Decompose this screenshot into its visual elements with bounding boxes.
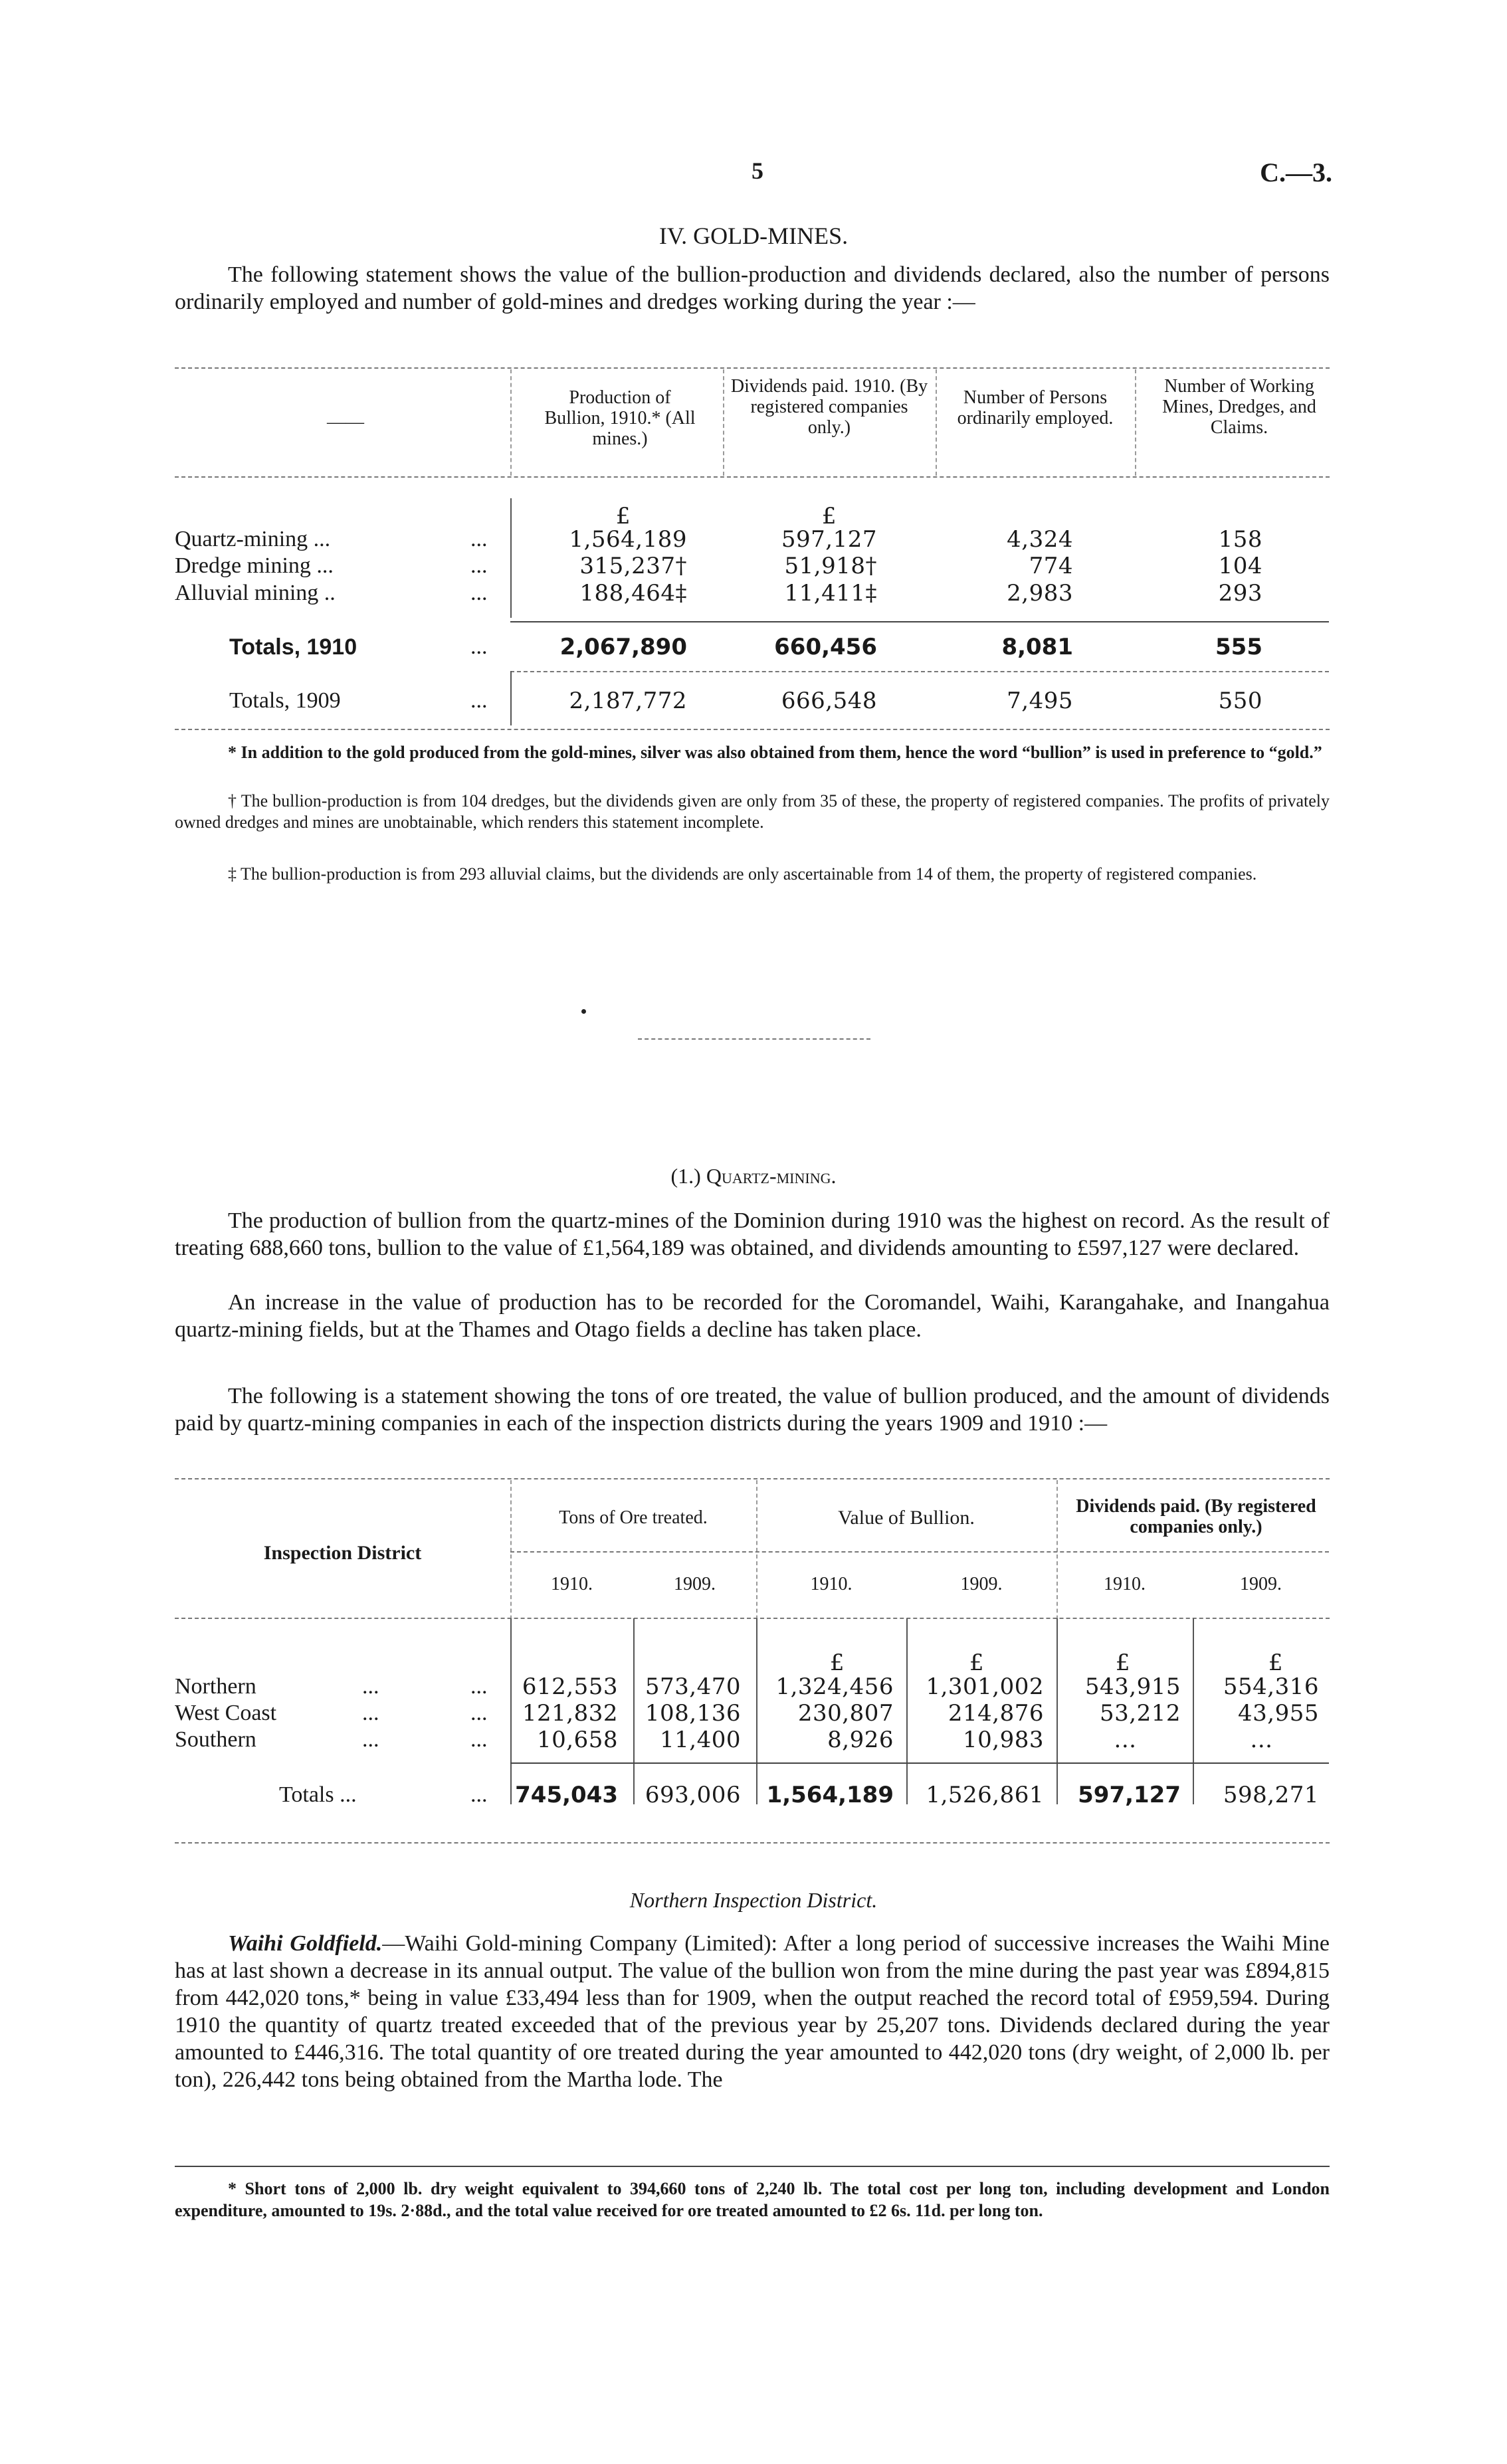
intro-paragraph: The following statement shows the value of the bullion-production and dividends declared, also the number of persons ordinarily employed and number of gold-mines and dredges working during the year :— xyxy=(175,262,1330,314)
table2-value-1910: 8,926 xyxy=(827,1727,894,1753)
table1-persons-value: 8,081 xyxy=(1001,634,1073,660)
footnote-dagger: † The bullion-production is from 104 dredges, but the dividends given are only from 35 of these, the property of registered companies. The profits of privately owned dredges and mines are unobtainable, which renders this statement incomplete. xyxy=(175,791,1330,832)
table1-working-value: 550 xyxy=(1218,688,1262,714)
quartz-paragraph-3: The following is a statement showing the tons of ore treated, the value of bullion produced, and the amount of dividends paid by quartz-mining companies in each of the inspection districts during the years 1909 and 1910 :— xyxy=(175,1384,1330,1436)
section-title: IV. GOLD-MINES. xyxy=(658,223,849,249)
table1-dividends-value: 660,456 xyxy=(774,634,877,660)
table1-working-value: 104 xyxy=(1218,553,1262,579)
table2-year-value-1910: 1910. xyxy=(810,1574,853,1594)
table1-totals-label: Totals, 1910 xyxy=(229,634,357,660)
table1-row-dots: ... xyxy=(470,634,488,659)
table2-value-1909: 1,526,861 xyxy=(926,1782,1044,1808)
table2-row-label: West Coast xyxy=(175,1701,277,1725)
table2-row-dots: ... xyxy=(470,1701,488,1725)
table2-div-1909: 554,316 xyxy=(1223,1673,1319,1700)
table2-value-1910: 230,807 xyxy=(797,1700,894,1727)
table1-header-persons: Number of Persons ordinarily employed. xyxy=(957,387,1114,428)
table2-row-label: Northern xyxy=(175,1674,256,1699)
table1-dividends-value: 11,411‡ xyxy=(784,580,877,607)
table1-row-dots: ... xyxy=(470,688,488,713)
waihi-paragraph xyxy=(175,1930,1330,2093)
table2-div-1909: 598,271 xyxy=(1223,1782,1319,1808)
quartz-paragraph-2: An increase in the value of production has to be recorded for the Coromandel, Waihi, Karangahake, and Inangahua quartz-mining fields, but at the Thames and Otago fields a decline has taken place. xyxy=(175,1290,1330,1342)
quartz-paragraph-1: The production of bullion from the quartz-mines of the Dominion during 1910 was the highest on record. As the result of treating 688,660 tons, bullion to the value of £1,564,189 was obtained, and dividends amounting to £597,127 were declared. xyxy=(175,1208,1330,1260)
table2-tons-1910: 10,658 xyxy=(537,1727,618,1753)
table2-div-1910: ... xyxy=(1114,1727,1137,1753)
waihi-lead: Waihi Goldfield. xyxy=(228,1931,383,1956)
table2-tons-1910: 745,043 xyxy=(515,1782,618,1808)
table1-persons-value: 774 xyxy=(1029,553,1073,579)
table1-working-value: 293 xyxy=(1218,580,1262,607)
table2-tons-1909: 11,400 xyxy=(660,1727,741,1753)
northern-title: Northern Inspection District. xyxy=(629,1888,878,1912)
table2-header-district: Inspection District xyxy=(263,1542,422,1564)
table1-totals-label: Totals, 1909 xyxy=(229,688,341,713)
table2-row-dots: ... xyxy=(470,1674,488,1699)
table2-header-tons: Tons of Ore treated. xyxy=(559,1507,708,1528)
table1-header-dividends: Dividends paid. 1910. (By registered companies only.) xyxy=(730,376,928,438)
footnote-star: * In addition to the gold produced from the gold-mines, silver was also obtained from them, hence the word “bullion” is used in preference to “gold.” xyxy=(228,743,1322,762)
table2-header-dividends: Dividends paid. (By registered companies only.) xyxy=(1076,1496,1316,1537)
table1-row-label: Dredge mining ... xyxy=(175,553,334,578)
table1-working-value: 158 xyxy=(1218,526,1262,553)
table1-header-working: Number of Working Mines, Dredges, and Claims. xyxy=(1162,376,1316,438)
table2-value-1910: 1,564,189 xyxy=(766,1782,894,1808)
table2-value-1909: 1,301,002 xyxy=(926,1673,1044,1700)
table2-year-tons-1909: 1909. xyxy=(674,1574,716,1594)
table2-row-dots: ... xyxy=(470,1782,488,1807)
table1-row-label: Alluvial mining .. xyxy=(175,581,336,605)
table2-header-value: Value of Bullion. xyxy=(838,1507,975,1529)
table1-row-dots: ... xyxy=(470,553,488,578)
table1-persons-value: 7,495 xyxy=(1007,688,1073,714)
table2-row-dots: ... xyxy=(470,1727,488,1752)
page-number: 5 xyxy=(752,157,763,184)
section-divider xyxy=(638,1038,870,1040)
table2-value-1909: 10,983 xyxy=(963,1727,1044,1753)
table2-year-tons-1910: 1910. xyxy=(551,1574,593,1594)
table2-row-label: Southern xyxy=(175,1727,256,1752)
table1-persons-value: 2,983 xyxy=(1007,580,1073,607)
table1-working-value: 555 xyxy=(1215,634,1262,660)
quartz-title: (1.) Quartz-mining. xyxy=(670,1164,837,1188)
table2-div-1910-currency: £ xyxy=(1115,1650,1131,1676)
waihi-text: —Waihi Gold-mining Company (Limited): After a long period of successive increases the Waihi Mine has at last shown a decrease in its annual output. The value of the bullion won from the mine during the past year was £894,815 from 442,020 tons,* being in value £33,494 less than for 1909, when the output reached the record total of £959,594. During 1910 the quantity of quartz treated exceeded that of the previous year by 25,207 tons. Dividends declared during the year amounted to £446,316. The total quantity of ore treated during the year amounted to 442,020 tons (dry weight, of 2,000 lb. per ton), 226,442 tons being obtained from the Martha lode. The xyxy=(175,1931,1330,2092)
table2-value-1910-currency: £ xyxy=(829,1650,845,1676)
table2-value-1909-currency: £ xyxy=(969,1650,985,1676)
table2-row-dots: ... xyxy=(362,1727,379,1752)
table2-value-1910: 1,324,456 xyxy=(775,1673,894,1700)
table1-production-value: 2,187,772 xyxy=(569,688,687,714)
table1-persons-value: 4,324 xyxy=(1007,526,1073,553)
table1-header-production: Production of Bullion, 1910.* (All mines.) xyxy=(544,387,696,449)
table2-row-dots: ... xyxy=(362,1674,379,1699)
table2-div-1909: 43,955 xyxy=(1238,1700,1319,1727)
table1-dividends-value: 51,918† xyxy=(784,553,877,579)
table1-row-label: Quartz-mining ... xyxy=(175,527,331,551)
table1-row-dots: ... xyxy=(470,527,488,551)
table2-div-1910: 543,915 xyxy=(1084,1673,1181,1700)
table2-tons-1910: 121,832 xyxy=(522,1700,618,1727)
table2-value-1909: 214,876 xyxy=(948,1700,1044,1727)
table2-tons-1909: 108,136 xyxy=(645,1700,741,1727)
table2-year-value-1909: 1909. xyxy=(960,1574,1003,1594)
table1-production-value: 1,564,189 xyxy=(569,526,687,553)
table2-div-1910: 597,127 xyxy=(1078,1782,1181,1808)
table1-header-blank: —— xyxy=(327,412,364,432)
table2-year-div-1910: 1910. xyxy=(1104,1574,1146,1594)
table2-tons-1910: 612,553 xyxy=(522,1673,618,1700)
table1-production-value: 315,237† xyxy=(579,553,687,579)
table2-tons-1909: 693,006 xyxy=(645,1782,741,1808)
table1-dividends-currency: £ xyxy=(821,503,837,529)
footnote-double-dagger: ‡ The bullion-production is from 293 alluvial claims, but the dividends are only ascertainable from 14 of them, the property of registered companies. xyxy=(228,864,1257,884)
table1-row-dots: ... xyxy=(470,581,488,605)
table2-tons-1909: 573,470 xyxy=(645,1673,741,1700)
table1-production-currency: £ xyxy=(615,503,631,529)
table2-div-1910: 53,212 xyxy=(1100,1700,1181,1727)
bullet-dot xyxy=(581,1009,586,1014)
table1-dividends-value: 597,127 xyxy=(781,526,877,553)
table2-div-1909: ... xyxy=(1250,1727,1273,1753)
table2-year-div-1909: 1909. xyxy=(1240,1574,1282,1594)
table1-production-value: 188,464‡ xyxy=(579,580,687,607)
table1-production-value: 2,067,890 xyxy=(559,634,687,660)
table2-row-dots: ... xyxy=(362,1701,379,1725)
footnote-short-tons: * Short tons of 2,000 lb. dry weight equivalent to 394,660 tons of 2,240 lb. The total cost per long ton, including development and London expenditure, amounted to 19s. 2·88d., and the total value received for ore treated amounted to £2 6s. 11d. per long ton. xyxy=(175,2179,1330,2220)
doc-reference: C.—3. xyxy=(1260,157,1332,187)
table2-div-1909-currency: £ xyxy=(1268,1650,1284,1676)
table1-dividends-value: 666,548 xyxy=(781,688,877,714)
table2-totals-label: Totals ... xyxy=(279,1782,357,1807)
